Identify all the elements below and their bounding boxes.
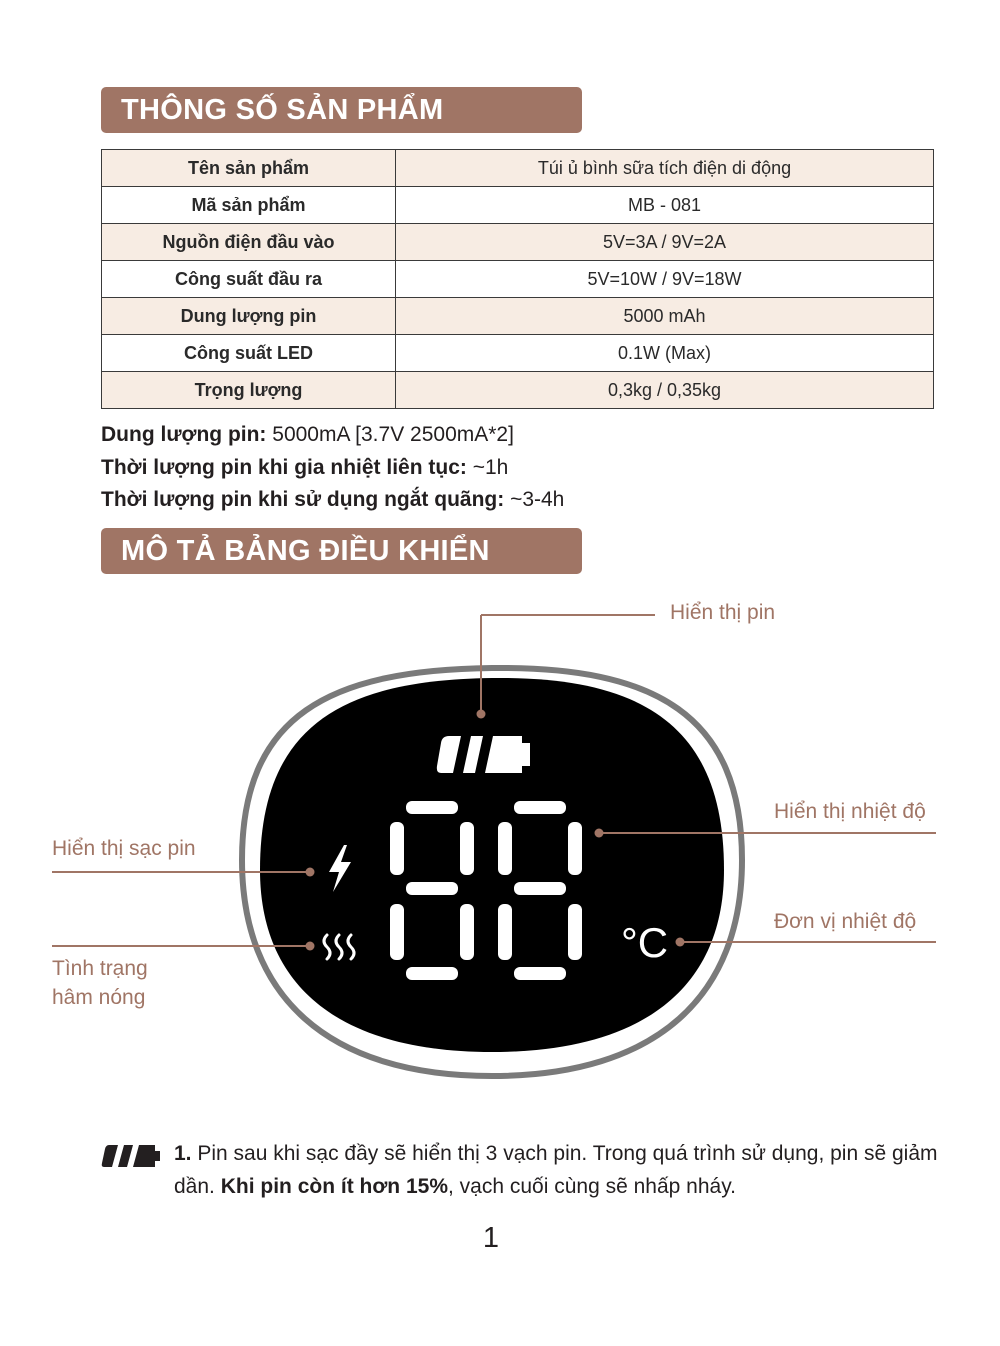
spec-value: Túi ủ bình sữa tích điện di động: [396, 150, 934, 187]
table-row: [102, 372, 934, 409]
spec-key: Mã sản phẩm: [102, 187, 396, 224]
spec-value: 5V=3A / 9V=2A: [396, 224, 934, 261]
label-heating-line1: Tình trạng: [52, 957, 148, 980]
spec-value: 0.1W (Max): [396, 335, 934, 372]
note-text-bold: Khi pin còn ít hơn 15%: [220, 1175, 448, 1198]
spec-key: Công suất LED: [102, 335, 396, 372]
label-heating-line2: hâm nóng: [52, 986, 146, 1009]
spec-value: 5000 mAh: [396, 298, 934, 335]
battery-notes: [101, 419, 564, 517]
table-row: [102, 261, 934, 298]
note-value: ~1h: [466, 455, 509, 479]
table-row: [102, 150, 934, 187]
section-title-specs: THÔNG SỐ SẢN PHẨM: [121, 94, 444, 126]
note-line: [101, 452, 564, 485]
table-row: [102, 298, 934, 335]
table-row: [102, 224, 934, 261]
specs-table: [101, 149, 934, 409]
note-number: 1.: [174, 1142, 192, 1165]
spec-value: MB - 081: [396, 187, 934, 224]
label-battery-display: Hiển thị pin: [670, 601, 776, 624]
unit-symbol: °C: [621, 919, 669, 966]
panel-screen: [260, 678, 724, 1052]
spec-key: Tên sản phẩm: [102, 150, 396, 187]
spec-key: Trọng lượng: [102, 372, 396, 409]
page-number: 1: [482, 1222, 500, 1254]
note-line: [101, 484, 564, 517]
table-row: [102, 187, 934, 224]
section-title-control-panel: MÔ TẢ BẢNG ĐIỀU KHIỂN: [121, 535, 490, 567]
spec-value: 5V=10W / 9V=18W: [396, 261, 934, 298]
note-label: Thời lượng pin khi sử dụng ngắt quãng:: [101, 488, 505, 511]
section-header-control-panel: [101, 528, 582, 574]
note-text-part2: , vạch cuối cùng sẽ nhấp nháy.: [448, 1175, 736, 1198]
battery-note: [174, 1137, 954, 1203]
spec-value: 0,3kg / 0,35kg: [396, 372, 934, 409]
note-line: [101, 419, 564, 452]
battery-bars-icon: [101, 1143, 163, 1169]
note-label: Thời lượng pin khi gia nhiệt liên tục:: [101, 455, 467, 479]
note-text-part1: Pin sau khi sạc đầy sẽ hiển thị 3 vạch pin. Trong quá trình sử dụng, pin sẽ giảm dần.: [174, 1142, 938, 1198]
spec-key: Công suất đầu ra: [102, 261, 396, 298]
spec-key: Nguồn điện đầu vào: [102, 224, 396, 261]
table-row: [102, 335, 934, 372]
note-value: 5000mA [3.7V 2500mA*2]: [266, 423, 514, 446]
note-value: ~3-4h: [504, 488, 565, 511]
section-header-specs: [101, 87, 582, 133]
label-temperature-display: Hiển thị nhiệt độ: [774, 800, 926, 823]
label-heating-status: [52, 954, 148, 1012]
note-label: Dung lượng pin:: [101, 423, 267, 446]
label-charging-display: Hiển thị sạc pin: [52, 837, 196, 860]
label-temperature-unit: Đơn vị nhiệt độ: [774, 910, 917, 933]
spec-key: Dung lượng pin: [102, 298, 396, 335]
